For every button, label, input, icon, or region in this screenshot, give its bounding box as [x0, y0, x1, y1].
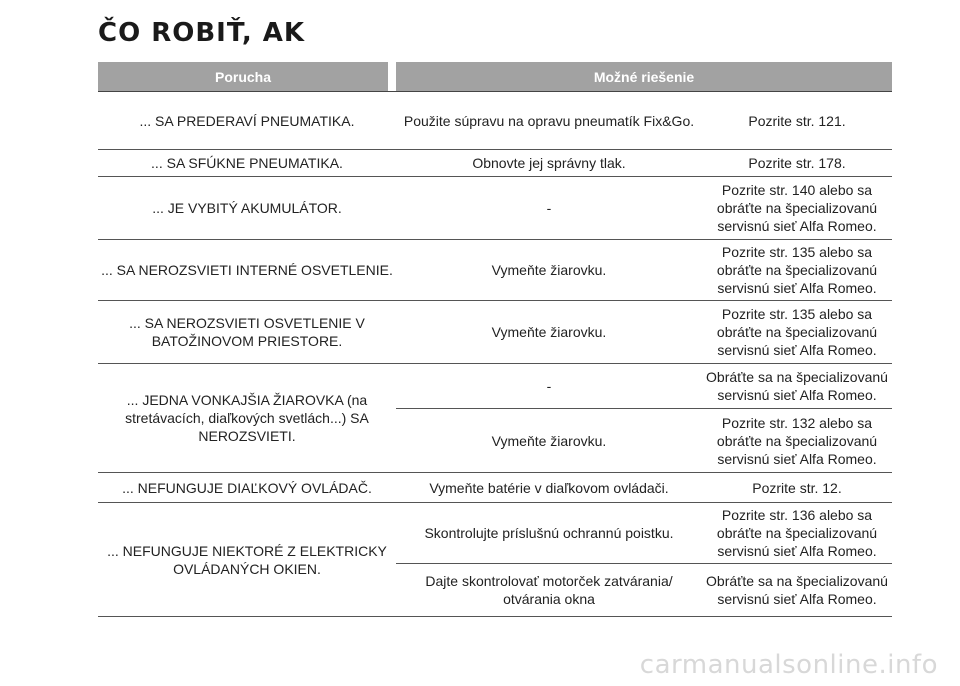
reference-cell: Obráťte sa na špecializovanú servisnú sieť Alfa Romeo. — [706, 573, 888, 607]
solution-group — [396, 503, 892, 616]
problem-cell: ... SA NEROZSVIETI OSVETLENIE V BATOŽINOVOM PRIESTORE. — [129, 315, 365, 349]
solution-subrow — [396, 563, 892, 616]
solution-cell: Dajte skontrolovať motorček zatvárania/ otvárania okna — [425, 573, 673, 607]
solution-cell: Obnovte jej správny tlak. — [472, 155, 626, 171]
table-row — [98, 503, 892, 617]
solution-group — [396, 364, 892, 472]
table-row — [98, 240, 892, 301]
reference-cell: Pozrite str. 135 alebo sa obráťte na špecializovanú servisnú sieť Alfa Romeo. — [716, 306, 878, 358]
solution-cell: Vymeňte batérie v diaľkovom ovládači. — [429, 479, 669, 496]
problem-cell: ... NEFUNGUJE DIAĽKOVÝ OVLÁDAČ. — [122, 479, 372, 496]
reference-cell: Pozrite str. 140 alebo sa obráťte na špecializovanú servisnú sieť Alfa Romeo. — [716, 182, 878, 234]
problem-cell: ... SA SFÚKNE PNEUMATIKA. — [151, 155, 343, 171]
table-row — [98, 150, 892, 177]
header-solution: Možné riešenie — [396, 62, 892, 91]
reference-cell: Pozrite str. 178. — [748, 155, 846, 171]
solution-cell: - — [546, 200, 552, 216]
reference-cell: Pozrite str. 135 alebo sa obráťte na špecializovanú servisnú sieť Alfa Romeo. — [716, 244, 878, 296]
reference-cell: Obráťte sa na špecializovanú servisnú sieť Alfa Romeo. — [706, 369, 888, 403]
header-fault: Porucha — [98, 62, 388, 91]
problem-cell: ... SA NEROZSVIETI INTERNÉ OSVETLENIE. — [101, 262, 393, 278]
problem-cell: ... NEFUNGUJE NIEKTORÉ Z ELEKTRICKY OVLÁDANÝCH OKIEN. — [107, 542, 387, 577]
solution-cell: Použite súpravu na opravu pneumatík Fix&Go. — [403, 112, 695, 129]
solution-cell: Vymeňte žiarovku. — [491, 324, 607, 340]
reference-cell: Pozrite str. 136 alebo sa obráťte na špecializovanú servisnú sieť Alfa Romeo. — [716, 507, 878, 559]
problem-cell: ... JE VYBITÝ AKUMULÁTOR. — [152, 200, 342, 216]
table-row — [98, 473, 892, 503]
troubleshooting-table — [98, 91, 892, 617]
solution-subrow — [396, 503, 892, 563]
page-title: ČO ROBIŤ, AK — [98, 18, 306, 48]
solution-subrow — [396, 364, 892, 408]
table-row — [98, 364, 892, 473]
reference-cell: Pozrite str. 12. — [752, 479, 842, 496]
solution-cell: Skontrolujte príslušnú ochrannú poistku. — [424, 525, 674, 541]
solution-cell: - — [546, 378, 552, 394]
problem-cell: ... JEDNA VONKAJŠIA ŽIAROVKA (na stretávacích, diaľkových svetlách...) SA NEROZSVIETI. — [125, 392, 369, 444]
table-row — [98, 92, 892, 150]
watermark: carmanualsonline.info — [639, 650, 938, 680]
reference-cell: Pozrite str. 121. — [748, 112, 846, 129]
reference-cell: Pozrite str. 132 alebo sa obráťte na špecializovanú servisnú sieť Alfa Romeo. — [716, 414, 878, 467]
solution-cell: Vymeňte žiarovku. — [491, 262, 607, 278]
problem-cell: ... SA PREDERAVÍ PNEUMATIKA. — [139, 112, 355, 129]
solution-subrow — [396, 408, 892, 472]
table-row — [98, 177, 892, 240]
solution-cell: Vymeňte žiarovku. — [491, 432, 607, 449]
table-row — [98, 301, 892, 364]
